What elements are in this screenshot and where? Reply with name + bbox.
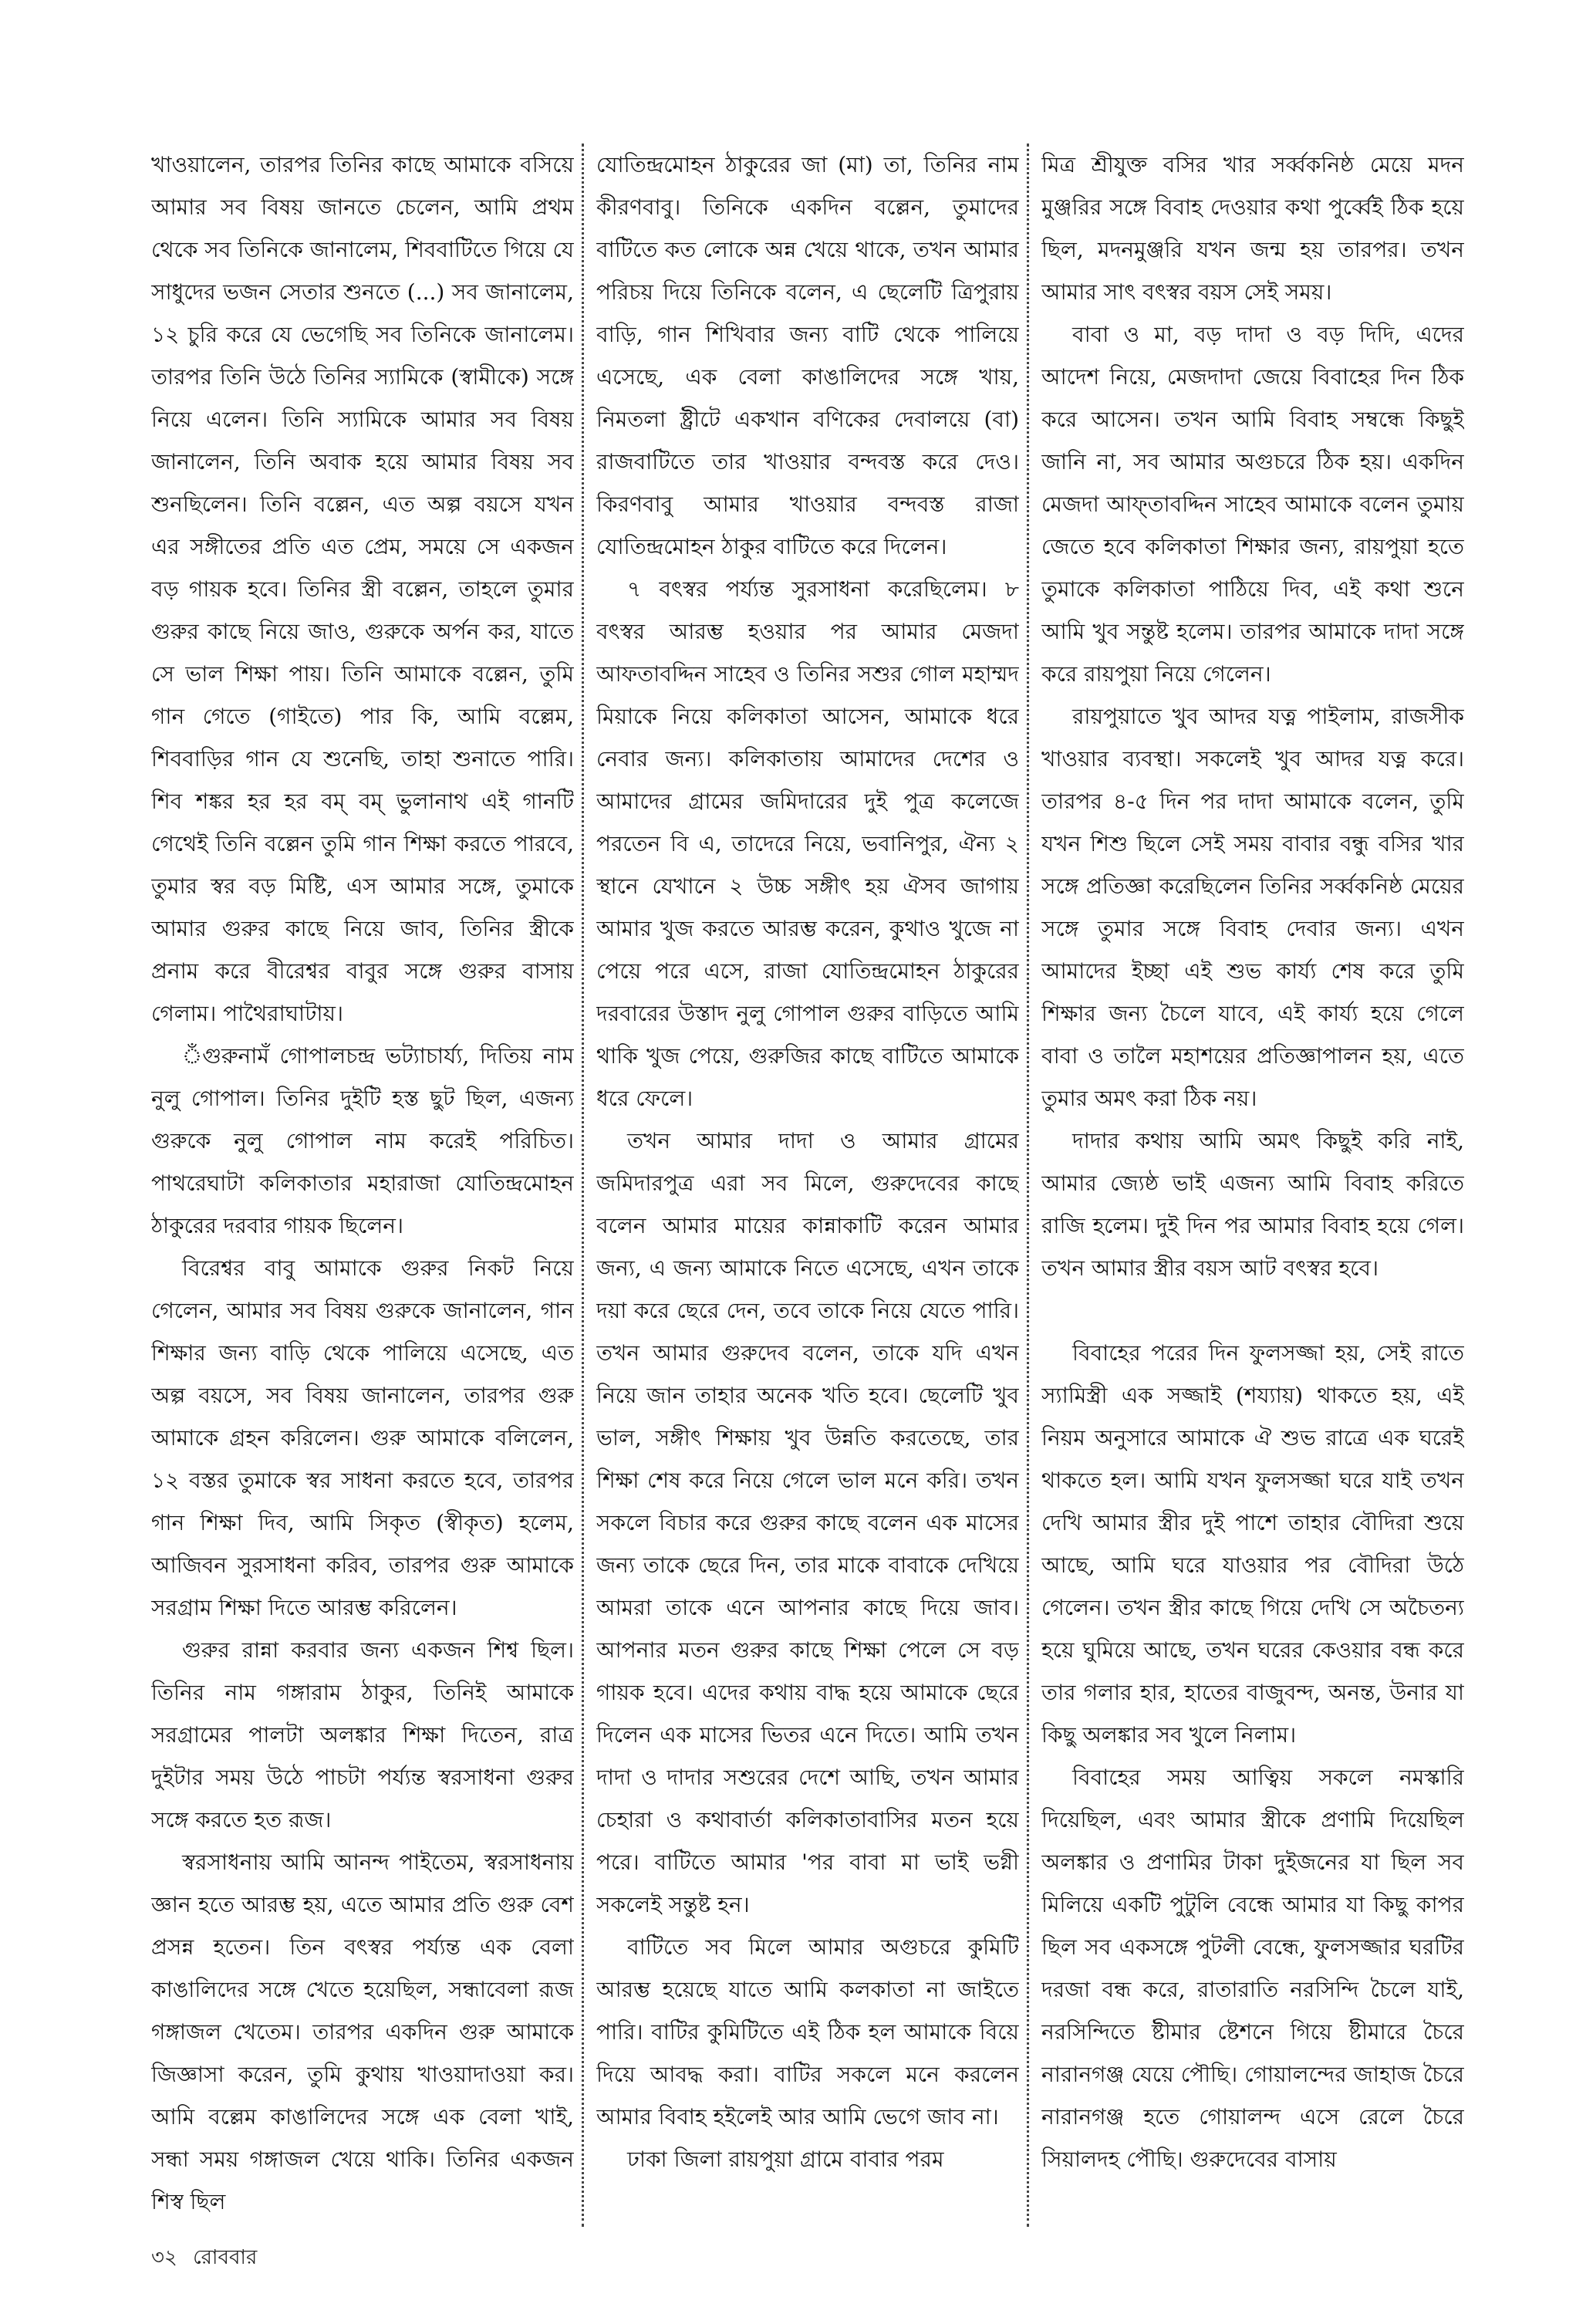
page-number: ৩২ [151, 2246, 177, 2269]
paragraph: মিত্র শ্রীযুক্ত বসির খার সর্ব্বকনিষ্ঠ মেয়ে মদন মুঞ্জরির সঙ্গে বিবাহ দেওয়ার কথা পুর্ব্বেই ঠিক হয়ে ছিল, মদনমুঞ্জরি যখন জন্ম হয় তারপর। তখন আমার সাৎ বৎস্বর বয়স সেই সময়। [1041, 152, 1464, 305]
paragraph: বাবা ও মা, বড় দাদা ও বড় দিদি, এদের আদেশ নিয়ে, মেজদাদা জেয়ে বিবাহের দিন ঠিক করে আসেন। তখন আমি বিবাহ সম্বন্ধে কিছুই জানি না, সব আমার অগুচরে ঠিক হয়। একদিন মেজদা আফ্‌তাবদ্দিন সাহেব আমাকে বলেন তুমায় জেতে হবে কলিকাতা শিক্ষার জন্য, রায়পুয়া হতে তুমাকে কলিকাতা পাঠিয়ে দিব, এই কথা শুনে আমি খুব সন্তুষ্ট হলেম। তারপর আমাকে দাদা সঙ্গে করে রায়পুয়া নিয়ে গেলেন। [1041, 322, 1464, 687]
text-column-2 [596, 144, 1019, 2227]
column-divider-2 [1027, 144, 1029, 2227]
paragraph: বিরেশ্বর বাবু আমাকে গুরুর নিকট নিয়ে গেলেন, আমার সব বিষয় গুরুকে জানালেন, গান শিক্ষার জন্য বাড়ি থেকে পালিয়ে এসেছে, এত অল্প বয়সে, সব বিষয় জানালেন, তারপর গুরু আমাকে গ্রহন করিলেন। গুরু আমাকে বলিলেন, ১২ বস্তর তুমাকে স্বর সাধনা করতে হবে, তারপর গান শিক্ষা দিব, আমি সিকৃত (স্বীকৃত) হলেম, আজিবন সুরসাধনা করিব, তারপর গুরু আমাকে সরগ্রাম শিক্ষা দিতে আরম্ভ করিলেন। [151, 1255, 574, 1620]
paragraph: তখন আমার দাদা ও আমার গ্রামের জমিদারপুত্র এরা সব মিলে, গুরুদেবের কাছে বলেন আমার মায়ের কান্নাকাটি করেন আমার জন্য, এ জন্য আমাকে নিতে এসেছে, এখন তাকে দয়া করে ছেরে দেন, তবে তাকে নিয়ে যেতে পারি। তখন আমার গুরুদেব বলেন, তাকে যদি এখন নিয়ে জান তাহার অনেক খতি হবে। ছেলেটি খুব ভাল, সঙ্গীৎ শিক্ষায় খুব উন্নতি করতেছে, তার শিক্ষা শেষ করে নিয়ে গেলে ভাল মনে করি। তখন সকলে বিচার করে গুরুর কাছে বলেন এক মাসের জন্য তাকে ছেরে দিন, তার মাকে বাবাকে দেখিয়ে আমরা তাকে এনে আপনার কাছে দিয়ে জাব। আপনার মতন গুরুর কাছে শিক্ষা পেলে সে বড় গায়ক হবে। এদের কথায় বাদ্ধ হয়ে আমাকে ছেরে দিলেন এক মাসের ভিতর এনে দিতে। আমি তখন দাদা ও দাদার সশুরের দেশে আছি, তখন আমার চেহারা ও কথাবার্তা কলিকাতাবাসির মতন হয়ে পরে। বাটিতে আমার 'পর বাবা মা ভাই ভগ্নী সকলেই সন্তুষ্ট হন। [596, 1128, 1019, 1917]
paragraph: ঁগুরুনামঁ গোপালচন্দ্র ভট্যাচার্য্য, দিতিয় নাম নুলু গোপাল। তিনির দুইটি হস্ত ছুট ছিল, এজন্য গুরুকে নুলু গোপাল নাম করেই পরিচিত। পাথরেঘাটা কলিকাতার মহারাজা যোতিন্দ্রমোহন ঠাকুরের দরবার গায়ক ছিলেন। [151, 1043, 574, 1238]
paragraph: ৭ বৎস্বর পর্য্যন্ত সুরসাধনা করেছিলেম। ৮ বৎস্বর আরম্ভ হওয়ার পর আমার মেজদা আফতাবদ্দিন সাহেব ও তিনির সশুর গোল মহাম্মদ মিয়াকে নিয়ে কলিকাতা আসেন, আমাকে ধরে নেবার জন্য। কলিকাতায় আমাদের দেশের ও আমাদের গ্রামের জমিদারের দুই পুত্র কলেজে পরতেন বি এ, তাদেরে নিয়ে, ভবানিপুর, ঐন্য ২ স্থানে যেখানে ২ উচ্চ সঙ্গীৎ হয় ঐসব জাগায় আমার খুজ করতে আরম্ভ করেন, কুথাও খুজে না পেয়ে পরে এসে, রাজা যোতিন্দ্রমোহন ঠাকুরের দরবারের উস্তাদ নুলু গোপাল গুরুর বাড়িতে আমি থাকি খুজ পেয়ে, গুরুজির কাছে বাটিতে আমাকে ধরে ফেলে। [596, 576, 1019, 1111]
paragraph: দাদার কথায় আমি অমৎ কিছুই করি নাই, আমার জ্যেষ্ঠ ভাই এজন্য আমি বিবাহ করিতে রাজি হলেম। দুই দিন পর আমার বিবাহ হয়ে গেল। তখন আমার স্ত্রীর বয়স আট বৎস্বর হবে। [1041, 1128, 1464, 1281]
paragraph: বাটিতে সব মিলে আমার অগুচরে কুমিটি আরম্ভ হয়েছে যাতে আমি কলকাতা না জাইতে পারি। বাটির কুমিটিতে এই ঠিক হল আমাকে বিয়ে দিয়ে আবদ্ধ করা। বাটির সকলে মনে করলেন আমার বিবাহ হইলেই আর আমি ভেগে জাব না। [596, 1934, 1019, 2130]
paragraph: বিবাহের পরের দিন ফুলসজ্জা হয়, সেই রাতে স্যামিস্ত্রী এক সজ্জাই (শয্যায়) থাকতে হয়, এই নিয়ম অনুসারে আমাকে ঐ শুভ রাত্রে এক ঘরেই থাকতে হল। আমি যখন ফুলসজ্জা ঘরে যাই তখন দেখি আমার স্ত্রীর দুই পাশে তাহার বৌদিরা শুয়ে আছে, আমি ঘরে যাওয়ার পর বৌদিরা উঠে গেলেন। তখন স্ত্রীর কাছে গিয়ে দেখি সে অচৈতন্য হয়ে ঘুমিয়ে আছে, তখন ঘরের কেওয়ার বন্ধ করে তার গলার হার, হাতের বাজুবন্দ, অনন্ত, উনার যা কিছু অলঙ্কার সব খুলে নিলাম। [1041, 1340, 1464, 1748]
paragraph: গুরুর রান্না করবার জন্য একজন শিশ্ব ছিল। তিনির নাম গঙ্গারাম ঠাকুর, তিনিই আমাকে সরগ্রামের পালটা অলঙ্কার শিক্ষা দিতেন, রাত্র দুইটার সময় উঠে পাচটা পর্য্যন্ত স্বরসাধনা গুরুর সঙ্গে করতে হত রূজ। [151, 1637, 574, 1833]
paragraph: খাওয়ালেন, তারপর তিনির কাছে আমাকে বসিয়ে আমার সব বিষয় জানতে চেলেন, আমি প্রথম থেকে সব তিনিকে জানালেম, শিববাটিতে গিয়ে যে সাধুদের ভজন সেতার শুনতে (...) সব জানালেম, ১২ চুরি করে যে ভেগেছি সব তিনিকে জানালেম। তারপর তিনি উঠে তিনির স্যামিকে (স্বামীকে) সঙ্গে নিয়ে এলেন। তিনি স্যামিকে আমার সব বিষয় জানালেন, তিনি অবাক হয়ে আমার বিষয় সব শুনছিলেন। তিনি বল্লেন, এত অল্প বয়সে যখন এর সঙ্গীতের প্রতি এত প্রেম, সময়ে সে একজন বড় গায়ক হবে। তিনির স্ত্রী বল্লেন, তাহলে তুমার গুরুর কাছে নিয়ে জাও, গুরুকে অর্পন কর, যাতে সে ভাল শিক্ষা পায়। তিনি আমাকে বল্লেন, তুমি গান গেতে (গাইতে) পার কি, আমি বল্লেম, শিববাড়ির গান যে শুনেছি, তাহা শুনাতে পারি। শিব শঙ্কর হর হর বম্ বম্ ভুলানাথ এই গানটি গেথেই তিনি বল্লেন তুমি গান শিক্ষা করতে পারবে, তুমার স্বর বড় মিষ্টি, এস আমার সঙ্গে, তুমাকে আমার গুরুর কাছে নিয়ে জাব, তিনির স্ত্রীকে প্রনাম করে বীরেশ্বর বাবুর সঙ্গে গুরুর বাসায় গেলাম। পাথৈরাঘাটায়। [151, 152, 574, 1026]
paragraph: রায়পুয়াতে খুব আদর যত্ন পাইলাম, রাজসীক খাওয়ার ব্যবস্থা। সকলেই খুব আদর যত্ন করে। তারপর ৪-৫ দিন পর দাদা আমাকে বলেন, তুমি যখন শিশু ছিলে সেই সময় বাবার বন্ধু বসির খার সঙ্গে প্রতিজ্ঞা করেছিলেন তিনির সর্ব্বকনিষ্ঠ মেয়ের সঙ্গে তুমার সঙ্গে বিবাহ দেবার জন্য। এখন আমাদের ইচ্ছা এই শুভ কার্য্য শেষ করে তুমি শিক্ষার জন্য চৈলে যাবে, এই কার্য্য হয়ে গেলে বাবা ও তালৈ মহাশয়ের প্রতিজ্ঞাপালন হয়, এতে তুমার অমৎ করা ঠিক নয়। [1041, 704, 1464, 1111]
text-column-3 [1041, 144, 1464, 2227]
paragraph: বিবাহের সময় আত্বিয় সকলে নমস্কারি দিয়েছিল, এবং আমার স্ত্রীকে প্রণামি দিয়েছিল অলঙ্কার ও প্রণামির টাকা দুইজনের যা ছিল সব মিলিয়ে একটি পুটুলি বেন্ধে আমার যা কিছু কাপর ছিল সব একসঙ্গে পুটলী বেন্ধে, ফুলসজ্জার ঘরটির দরজা বন্ধ করে, রাতারাতি নরসিন্দি চৈলে যাই, নরসিন্দিতে ষ্টীমার ষ্টেশনে গিয়ে ষ্টীমারে চৈরে নারানগঞ্জ যেয়ে পৌছি। গোয়ালন্দের জাহাজ চৈরে নারানগঞ্জ হতে গোয়ালন্দ এসে রেলে চৈরে সিয়ালদহ পৌছি। গুরুদেবের বাসায় [1041, 1765, 1464, 2172]
page-footer [151, 2241, 266, 2275]
paragraph: যোতিন্দ্রমোহন ঠাকুরের জা (মা) তা, তিনির নাম কীরণবাবু। তিনিকে একদিন বল্লেন, তুমাদের বাটিতে কত লোকে অন্ন খেয়ে থাকে, তখন আমার পরিচয় দিয়ে তিনিকে বলেন, এ ছেলেটি ত্রিপুরায় বাড়ি, গান শিখিবার জন্য বাটি থেকে পালিয়ে এসেছে, এক বেলা কাঙালিদের সঙ্গে খায়, নিমতলা ষ্ট্রীটে একখান বণিকের দেবালয়ে (বা) রাজবাটিতে তার খাওয়ার বন্দবস্ত করে দেও। কিরণবাবু আমার খাওয়ার বন্দবস্ত রাজা যোতিন্দ্রমোহন ঠাকুর বাটিতে করে দিলেন। [596, 152, 1019, 559]
text-column-1 [151, 144, 574, 2227]
column-divider-1 [582, 144, 584, 2227]
paragraph: ঢাকা জিলা রায়পুয়া গ্রামে বাবার পরম [627, 2147, 944, 2172]
publication-name: রোববার [193, 2246, 258, 2269]
paragraph: স্বরসাধনায় আমি আনন্দ পাইতেম, স্বরসাধনায় জ্ঞান হতে আরম্ভ হয়, এতে আমার প্রতি গুরু বেশ প্রসন্ন হতেন। তিন বৎস্বর পর্য্যন্ত এক বেলা কাঙালিদের সঙ্গে খেতে হয়েছিল, সন্ধাবেলা রূজ গঙ্গাজল খেতেম। তারপর একদিন গুরু আমাকে জিজ্ঞাসা করেন, তুমি কুথায় খাওয়াদাওয়া কর। আমি বল্লেম কাঙালিদের সঙ্গে এক বেলা খাই, সন্ধা সময় গঙ্গাজল খেয়ে থাকি। তিনির একজন শিস্ব ছিল [151, 1849, 574, 2214]
